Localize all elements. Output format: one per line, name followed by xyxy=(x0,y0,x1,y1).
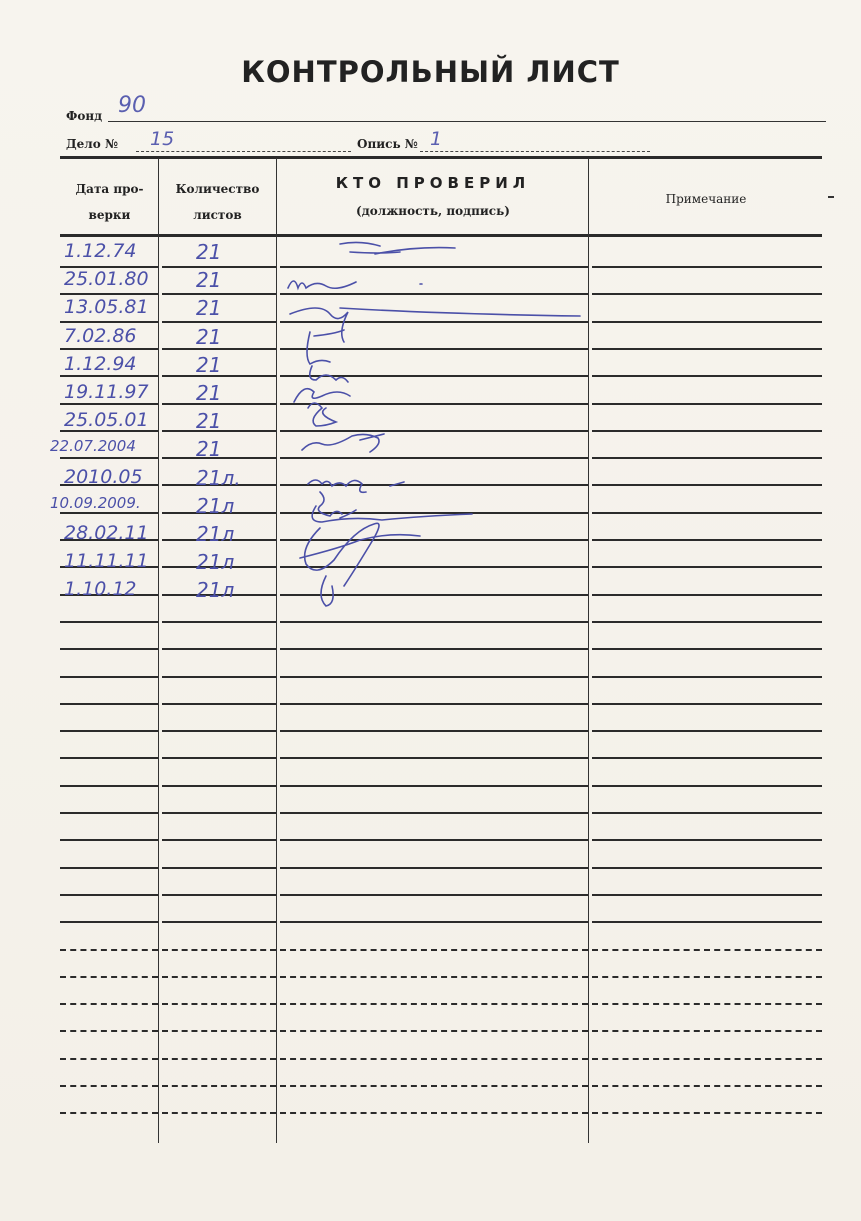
opis-underline xyxy=(420,151,650,152)
row-rule xyxy=(60,648,158,650)
row-rule xyxy=(60,730,158,732)
row-sheet-count: 21 xyxy=(196,268,222,292)
row-rule xyxy=(162,621,276,623)
row-sheet-count: 21л. xyxy=(196,466,241,490)
row-rule xyxy=(592,512,822,514)
row-rule xyxy=(60,293,158,295)
row-rule xyxy=(162,676,276,678)
signatures-column xyxy=(280,236,590,626)
row-rule xyxy=(60,976,158,978)
row-rule xyxy=(162,839,276,841)
row-rule xyxy=(162,1030,276,1032)
row-rule xyxy=(592,293,822,295)
row-rule xyxy=(592,539,822,541)
signature-10 xyxy=(318,492,356,518)
row-rule xyxy=(60,403,158,405)
row-rule xyxy=(60,839,158,841)
row-rule xyxy=(592,1112,822,1114)
row-date: 1.12.74 xyxy=(64,240,137,262)
row-rule xyxy=(60,512,158,514)
row-rule xyxy=(60,348,158,350)
header-count: Количество листов xyxy=(175,182,260,222)
row-rule xyxy=(60,457,158,459)
row-rule xyxy=(60,812,158,814)
row-rule xyxy=(280,839,588,841)
signature-1 xyxy=(340,242,455,254)
header-who: КТО ПРОВЕРИЛ xyxy=(335,174,531,192)
row-date: 1.10.12 xyxy=(64,578,137,600)
delo-value: 15 xyxy=(150,128,175,150)
row-date: 19.11.97 xyxy=(64,381,149,403)
row-rule xyxy=(162,703,276,705)
row-rule xyxy=(60,621,158,623)
row-rule xyxy=(162,812,276,814)
row-sheet-count: 21л xyxy=(196,550,235,574)
row-rule xyxy=(162,293,276,295)
signature-13 xyxy=(321,576,333,606)
row-sheet-count: 21л xyxy=(196,494,235,518)
row-rule xyxy=(592,1058,822,1060)
row-rule xyxy=(60,1003,158,1005)
row-rule xyxy=(592,1030,822,1032)
row-rule xyxy=(60,1085,158,1087)
row-date: 7.02.86 xyxy=(64,325,137,347)
row-rule xyxy=(60,321,158,323)
row-date: 2010.05 xyxy=(64,466,143,488)
fond-label: Фонд xyxy=(66,109,103,123)
row-rule xyxy=(162,921,276,923)
row-sheet-count: 21 xyxy=(196,409,222,433)
page-title: КОНТРОЛЬНЫЙ ЛИСТ xyxy=(241,55,620,89)
header-note: Примечание xyxy=(665,192,747,206)
row-rule xyxy=(162,976,276,978)
row-rule xyxy=(592,594,822,596)
table-top-border xyxy=(60,156,822,159)
row-rule xyxy=(60,1030,158,1032)
signature-9 xyxy=(308,480,404,492)
signature-4 xyxy=(307,330,344,364)
signature-8 xyxy=(302,434,384,452)
column-divider-1 xyxy=(158,158,159,1143)
row-sheet-count: 21 xyxy=(196,240,222,264)
delo-label: Дело № xyxy=(66,137,118,151)
row-rule xyxy=(162,648,276,650)
row-rule xyxy=(280,976,588,978)
row-date: 25.01.80 xyxy=(64,268,149,290)
row-rule xyxy=(592,375,822,377)
row-sheet-count: 21 xyxy=(196,296,222,320)
fond-value: 90 xyxy=(118,93,146,118)
row-date: 25.05.01 xyxy=(64,409,149,431)
row-rule xyxy=(162,785,276,787)
signature-2 xyxy=(288,281,422,288)
row-sheet-count: 21 xyxy=(196,437,222,461)
row-date: 1.12.94 xyxy=(64,353,137,375)
row-rule xyxy=(280,1112,588,1114)
row-rule xyxy=(592,757,822,759)
row-date: 11.11.11 xyxy=(64,550,149,572)
row-rule xyxy=(592,949,822,951)
row-rule xyxy=(592,430,822,432)
row-rule xyxy=(280,1030,588,1032)
row-rule xyxy=(162,949,276,951)
row-rule xyxy=(592,648,822,650)
row-rule xyxy=(162,894,276,896)
row-rule xyxy=(592,321,822,323)
row-rule xyxy=(60,703,158,705)
row-rule xyxy=(60,757,158,759)
row-rule xyxy=(592,976,822,978)
header-date: Дата про- верки xyxy=(75,182,144,222)
row-rule xyxy=(162,730,276,732)
row-rule xyxy=(60,921,158,923)
row-rule xyxy=(280,867,588,869)
row-rule xyxy=(280,894,588,896)
row-rule xyxy=(60,1112,158,1114)
row-date: 10.09.2009. xyxy=(50,494,141,512)
opis-value: 1 xyxy=(430,128,443,150)
row-rule xyxy=(592,785,822,787)
row-sheet-count: 21л xyxy=(196,522,235,546)
row-sheet-count: 21 xyxy=(196,325,222,349)
row-rule xyxy=(592,676,822,678)
row-rule xyxy=(60,375,158,377)
row-rule xyxy=(60,894,158,896)
row-rule xyxy=(280,648,588,650)
row-rule xyxy=(60,1058,158,1060)
row-rule xyxy=(162,1058,276,1060)
row-rule xyxy=(162,1085,276,1087)
row-rule xyxy=(592,566,822,568)
row-rule xyxy=(592,348,822,350)
row-rule xyxy=(280,1058,588,1060)
column-divider-2 xyxy=(276,158,277,1143)
row-rule xyxy=(280,921,588,923)
header-who-subtitle: (должность, подпись) xyxy=(356,204,510,218)
row-rule xyxy=(592,1085,822,1087)
signature-5 xyxy=(310,366,348,382)
row-rule xyxy=(60,949,158,951)
row-rule xyxy=(280,676,588,678)
signature-12 xyxy=(300,523,420,586)
row-sheet-count: 21 xyxy=(196,353,222,377)
row-date: 22.07.2004 xyxy=(50,437,136,455)
row-rule xyxy=(162,321,276,323)
row-rule xyxy=(592,921,822,923)
row-rule xyxy=(592,621,822,623)
row-rule xyxy=(280,1085,588,1087)
edge-mark xyxy=(828,196,834,198)
row-rule xyxy=(60,785,158,787)
fond-underline xyxy=(108,121,826,122)
row-rule xyxy=(60,676,158,678)
row-rule xyxy=(280,703,588,705)
signature-3 xyxy=(290,308,580,342)
row-sheet-count: 21 xyxy=(196,381,222,405)
signature-7 xyxy=(308,403,336,426)
signature-6 xyxy=(294,389,350,402)
row-rule xyxy=(162,757,276,759)
row-rule xyxy=(592,266,822,268)
row-rule xyxy=(592,457,822,459)
row-rule xyxy=(280,949,588,951)
row-date: 28.02.11 xyxy=(64,522,149,544)
row-rule xyxy=(592,1003,822,1005)
row-rule xyxy=(280,757,588,759)
row-rule xyxy=(592,403,822,405)
row-rule xyxy=(592,867,822,869)
row-rule xyxy=(592,839,822,841)
signature-11 xyxy=(312,506,472,522)
row-rule xyxy=(592,812,822,814)
row-rule xyxy=(162,1112,276,1114)
row-sheet-count: 21л xyxy=(196,578,235,602)
row-rule xyxy=(60,867,158,869)
row-rule xyxy=(280,730,588,732)
row-rule xyxy=(280,1003,588,1005)
row-date: 13.05.81 xyxy=(64,296,149,318)
row-rule xyxy=(592,730,822,732)
row-rule xyxy=(162,867,276,869)
row-rule xyxy=(592,894,822,896)
delo-underline xyxy=(136,151,351,152)
row-rule xyxy=(592,484,822,486)
opis-label: Опись № xyxy=(357,137,418,151)
row-rule xyxy=(280,812,588,814)
row-rule xyxy=(280,785,588,787)
row-rule xyxy=(592,703,822,705)
row-rule xyxy=(162,1003,276,1005)
